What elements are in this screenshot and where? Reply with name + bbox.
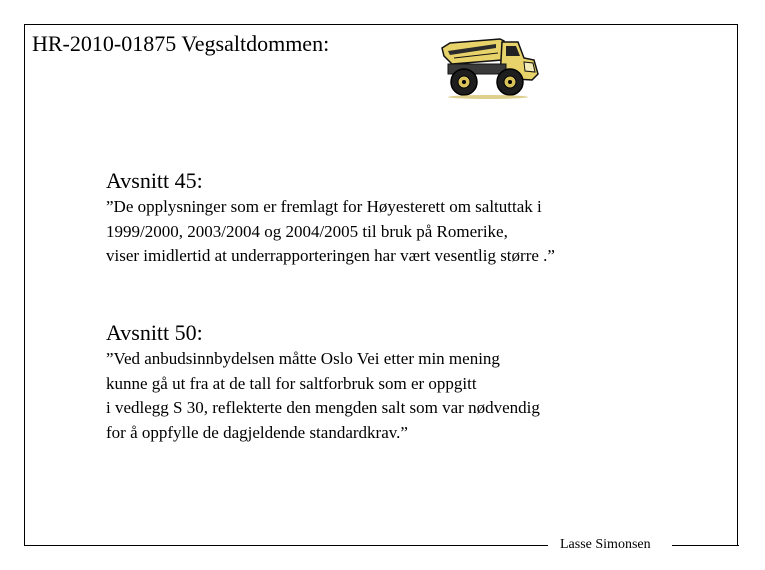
quote-line: ”De opplysninger som er fremlagt for Høyesterett om saltuttak i [106, 197, 542, 216]
section-quote-50 [106, 347, 540, 445]
quote-line: 1999/2000, 2003/2004 og 2004/2005 til bruk på Romerike, [106, 221, 508, 241]
section-heading-50: Avsnitt 50: [106, 320, 203, 345]
section-quote-45 [106, 195, 555, 269]
quote-line: kunne gå ut fra at de tall for saltforbruk som er oppgitt [106, 373, 477, 393]
footer-rule-right [672, 545, 739, 546]
quote-line: ”Ved anbudsinnbydelsen måtte Oslo Vei etter min mening [106, 349, 500, 368]
page-title: HR-2010-01875 Vegsaltdommen: [32, 31, 330, 56]
quote-line: viser imidlertid at underrapporteringen har vært vesentlig større .” [106, 246, 555, 265]
slide-frame [24, 24, 738, 545]
section-heading-45: Avsnitt 45: [106, 168, 203, 193]
footer-author: Lasse Simonsen [556, 537, 655, 553]
dump-truck-icon [438, 34, 544, 100]
quote-line: i vedlegg S 30, reflekterte den mengden salt som var nødvendig [106, 398, 540, 417]
quote-line: for å oppfylle de dagjeldende standardkrav.” [106, 422, 408, 442]
footer-rule-left [24, 545, 548, 546]
